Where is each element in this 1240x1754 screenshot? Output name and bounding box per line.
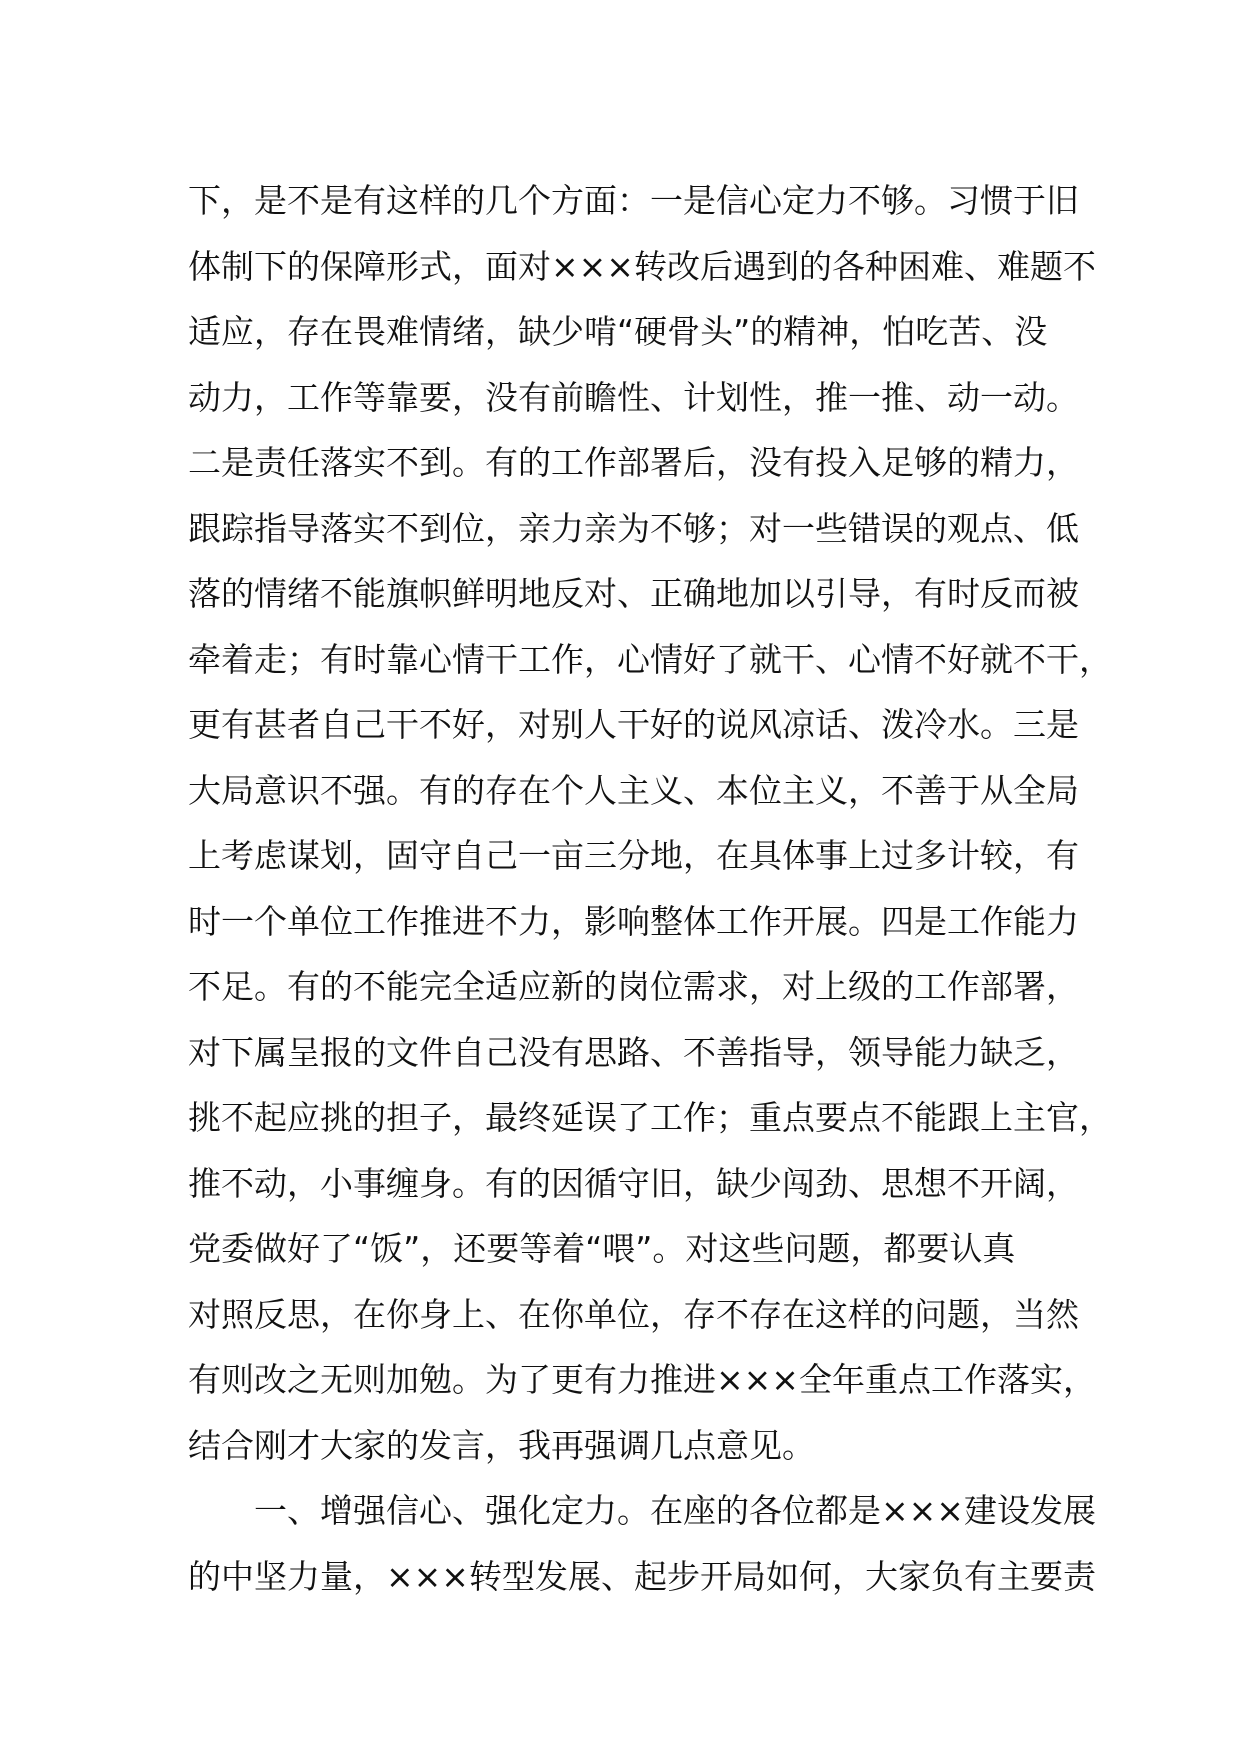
text-line: 落的情绪不能旗帜鲜明地反对、正确地加以引导，有时反而被 — [188, 574, 1079, 613]
text-line: 牵着走；有时靠心情干工作，心情好了就干、心情不好就不干， — [188, 639, 1112, 679]
body-text — [188, 168, 1112, 1609]
text-line: 上考虑谋划，固守自己一亩三分地，在具体事上过多计较，有 — [188, 836, 1079, 875]
text-line: 大局意识不强。有的存在个人主义、本位主义，不善于从全局 — [188, 770, 1079, 810]
paragraph-2 — [188, 1478, 1096, 1609]
text-line: 党委做好了“饭”，还要等着“喂”。对这些问题，都要认真 — [188, 1229, 1016, 1268]
text-line: 挑不起应挑的担子，最终延误了工作；重点要点不能跟上主官， — [188, 1098, 1112, 1137]
text-line: 体制下的保障形式，面对×××转改后遇到的各种困难、难题不 — [188, 246, 1096, 286]
text-line: 有则改之无则加勉。为了更有力推进×××全年重点工作落实， — [188, 1360, 1096, 1399]
section-heading-line: 一、增强信心、强化定力。在座的各位都是×××建设发展 — [254, 1491, 1096, 1530]
text-line: 二是责任落实不到。有的工作部署后，没有投入足够的精力， — [188, 443, 1079, 482]
text-line: 不足。有的不能完全适应新的岗位需求，对上级的工作部署， — [188, 967, 1079, 1006]
text-line: 对照反思，在你身上、在你单位，存不存在这样的问题，当然 — [188, 1294, 1079, 1334]
text-line: 推不动，小事缠身。有的因循守旧，缺少闯劲、思想不开阔， — [188, 1163, 1079, 1203]
text-line: 动力，工作等靠要，没有前瞻性、计划性，推一推、动一动。 — [188, 377, 1079, 417]
text-line: 对下属呈报的文件自己没有思路、不善指导，领导能力缺乏， — [188, 1032, 1079, 1072]
text-line: 结合刚才大家的发言，我再强调几点意见。 — [188, 1425, 815, 1465]
paragraph-1 — [188, 168, 1112, 1478]
text-line: 下，是不是有这样的几个方面：一是信心定力不够。习惯于旧 — [188, 181, 1079, 220]
text-line: 适应，存在畏难情绪，缺少啃“硬骨头”的精神，怕吃苦、没 — [188, 312, 1048, 351]
text-line: 跟踪指导落实不到位，亲力亲为不够；对一些错误的观点、低 — [188, 508, 1079, 548]
text-line: 更有甚者自己干不好，对别人干好的说风凉话、泼冷水。三是 — [188, 705, 1079, 744]
text-line: 时一个单位工作推进不力，影响整体工作开展。四是工作能力 — [188, 901, 1079, 941]
text-line: 的中坚力量，×××转型发展、起步开局如何，大家负有主要责 — [188, 1556, 1096, 1596]
